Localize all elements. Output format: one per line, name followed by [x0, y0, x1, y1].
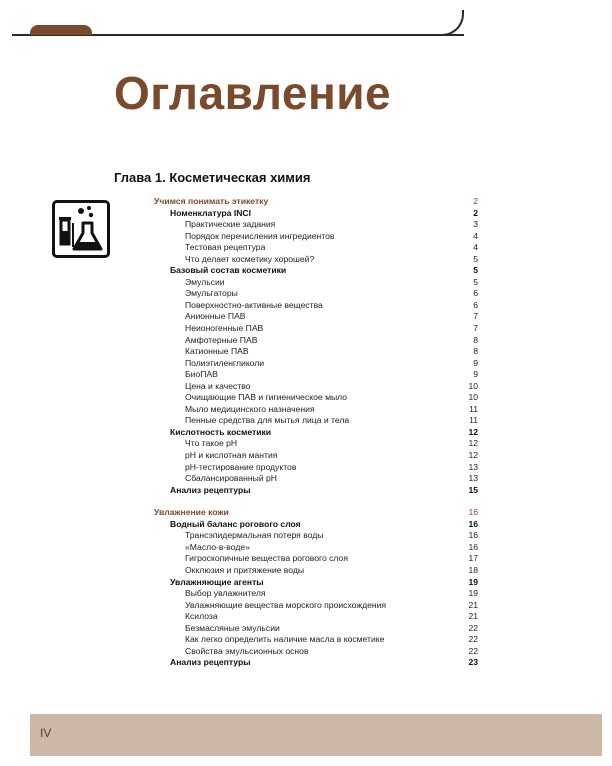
toc-entry-page: 5 [473, 276, 478, 287]
toc-entry-page: 18 [468, 564, 478, 575]
toc-entry-title: pH-тестирование продуктов [185, 461, 297, 472]
toc-entry-page: 5 [473, 253, 478, 264]
top-tab [30, 25, 92, 35]
toc-entry-title: Анализ рецептуры [170, 657, 251, 668]
toc-entry-page: 10 [468, 380, 478, 391]
section-gap [0, 496, 612, 507]
toc-entry-page: 13 [468, 461, 478, 472]
toc-item[interactable] [0, 369, 612, 381]
toc-entry-title: Анионные ПАВ [185, 311, 246, 322]
toc-entry-title: Как легко определить наличие масла в косметике [185, 634, 385, 645]
toc-entry-page: 15 [468, 484, 478, 495]
toc-item[interactable] [0, 473, 612, 485]
toc-entry-page: 19 [468, 576, 478, 587]
toc-entry-page: 8 [473, 334, 478, 345]
toc-entry-title: Очищающие ПАВ и гигиеническое мыло [185, 392, 348, 403]
toc-entry-title: Базовый состав косметики [170, 265, 287, 276]
page-number: IV [40, 726, 52, 740]
toc-entry-page: 2 [473, 196, 478, 206]
toc-item[interactable] [0, 600, 612, 612]
toc-item[interactable] [0, 623, 612, 635]
toc-entry-page: 10 [468, 392, 478, 403]
chapter-title: Глава 1. Косметическая химия [114, 170, 311, 185]
toc-entry-page: 17 [468, 553, 478, 564]
toc-item[interactable] [0, 634, 612, 646]
toc-subsection[interactable] [0, 519, 612, 531]
toc-entry-title: Эмульгаторы [185, 288, 238, 299]
toc-entry-title: Окклюзия и притяжение воды [185, 564, 305, 575]
toc-entry-title: Свойства эмульсионных основ [185, 645, 309, 656]
toc-entry-title: Неионогенные ПАВ [185, 323, 264, 334]
toc-entry-title: Мыло медицинского назначения [185, 403, 315, 414]
toc-entry-title: Трансэпидермальная потеря воды [185, 530, 324, 541]
toc-item[interactable] [0, 300, 612, 312]
toc-entry-title: Цена и качество [185, 380, 251, 391]
toc-entry-page: 9 [473, 369, 478, 380]
toc-entry-title: Ксилоза [185, 611, 218, 622]
toc-entry-title: Анализ рецептуры [170, 484, 251, 495]
toc-entry-title: Поверхностно-активные вещества [185, 299, 323, 310]
page-title: Оглавление [114, 67, 392, 119]
toc-entry-page: 8 [473, 346, 478, 357]
toc-subsection[interactable] [0, 427, 612, 439]
toc-entry-page: 16 [468, 530, 478, 541]
toc-entry-page: 11 [469, 403, 478, 414]
toc-item[interactable] [0, 530, 612, 542]
toc-subsection[interactable] [0, 657, 612, 669]
toc-entry-title: Учимся понимать этикетку [154, 196, 269, 206]
toc-item[interactable] [0, 288, 612, 300]
toc-entry-page: 21 [468, 599, 478, 610]
toc-entry-page: 4 [473, 230, 478, 241]
toc-entry-page: 13 [468, 473, 478, 484]
toc-item[interactable] [0, 392, 612, 404]
toc-item[interactable] [0, 611, 612, 623]
toc-entry-page: 4 [473, 242, 478, 253]
toc-entry-title: Амфотерные ПАВ [185, 334, 258, 345]
toc-entry-title: Пенные средства для мытья лица и тела [185, 415, 350, 426]
toc-item[interactable] [0, 588, 612, 600]
toc-entry-page: 21 [468, 611, 478, 622]
toc-entry-title: Полиэтиленгликоли [185, 357, 265, 368]
toc-item[interactable] [0, 254, 612, 266]
toc-entry-page: 19 [468, 588, 478, 599]
toc-item[interactable] [0, 450, 612, 462]
toc-entry-page: 16 [468, 507, 478, 518]
toc-subsection[interactable] [0, 265, 612, 277]
toc-item[interactable] [0, 381, 612, 393]
toc-entry-title: Водный баланс рогового слоя [170, 518, 301, 529]
toc-item[interactable] [0, 404, 612, 416]
toc-entry-title: Что такое pH [185, 438, 238, 449]
toc-item[interactable] [0, 231, 612, 243]
toc-entry-title: Гигроскопичные вещества рогового слоя [185, 553, 348, 564]
toc-entry-page: 12 [468, 426, 478, 437]
toc-item[interactable] [0, 346, 612, 358]
toc-entry-page: 7 [473, 323, 478, 334]
toc-entry-page: 16 [468, 541, 478, 552]
toc-entry-page: 16 [468, 518, 478, 529]
toc-entry-title: Увлажняющие агенты [170, 576, 264, 587]
toc-entry-page: 3 [473, 219, 478, 230]
toc-entry-title: Практические задания [185, 219, 276, 230]
toc-entry-page: 22 [468, 634, 478, 645]
toc-entry-title: Кислотность косметики [170, 426, 272, 437]
toc-entry-page: 23 [468, 657, 478, 668]
toc-entry-title: Увлажняющие вещества морского происхождения [185, 599, 387, 610]
toc-item[interactable] [0, 565, 612, 577]
toc-entry-page: 12 [468, 438, 478, 449]
toc-entry-page: 7 [473, 311, 478, 322]
toc-entry-title: Безмасляные эмульсии [185, 622, 280, 633]
toc-entry-page: 11 [469, 415, 478, 426]
toc-entry-page: 2 [473, 207, 478, 218]
toc-entry-title: БиоПАВ [185, 369, 218, 380]
toc-entry-page: 6 [473, 299, 478, 310]
toc-entry-page: 22 [468, 645, 478, 656]
toc-item[interactable] [0, 358, 612, 370]
toc-entry-page: 6 [473, 288, 478, 299]
toc-entry-title: Сбалансированный pH [185, 473, 277, 484]
toc-subsection[interactable] [0, 208, 612, 220]
toc-item[interactable] [0, 415, 612, 427]
footer-bar [30, 714, 602, 756]
toc-section[interactable] [0, 507, 612, 519]
toc-item[interactable] [0, 311, 612, 323]
table-of-contents [0, 196, 612, 669]
toc-entry-title: Катионные ПАВ [185, 346, 249, 357]
toc-entry-title: Выбор увлажнителя [185, 588, 266, 599]
toc-item[interactable] [0, 553, 612, 565]
toc-item[interactable] [0, 542, 612, 554]
toc-entry-title: Тестовая рецептура [185, 242, 266, 253]
toc-subsection[interactable] [0, 485, 612, 497]
toc-entry-page: 22 [468, 622, 478, 633]
toc-item[interactable] [0, 335, 612, 347]
toc-entry-title: Номенклатура INCI [170, 207, 252, 218]
top-corner-curve [420, 10, 464, 36]
toc-entry-title: Что делает косметику хорошей? [185, 253, 315, 264]
toc-item[interactable] [0, 323, 612, 335]
toc-subsection[interactable] [0, 577, 612, 589]
toc-item[interactable] [0, 277, 612, 289]
toc-entry-page: 5 [473, 265, 478, 276]
toc-entry-page: 12 [468, 450, 478, 461]
toc-item[interactable] [0, 462, 612, 474]
toc-entry-title: Увлажнение кожи [154, 507, 229, 518]
toc-entry-title: «Масло-в-воде» [185, 541, 250, 552]
toc-entry-page: 9 [473, 357, 478, 368]
toc-entry-title: pH и кислотная мантия [185, 450, 278, 461]
toc-item[interactable] [0, 646, 612, 658]
toc-item[interactable] [0, 438, 612, 450]
toc-item[interactable] [0, 219, 612, 231]
toc-section[interactable] [0, 196, 612, 208]
toc-entry-title: Эмульсии [185, 276, 225, 287]
toc-item[interactable] [0, 242, 612, 254]
toc-entry-title: Порядок перечисления ингредиентов [185, 230, 335, 241]
